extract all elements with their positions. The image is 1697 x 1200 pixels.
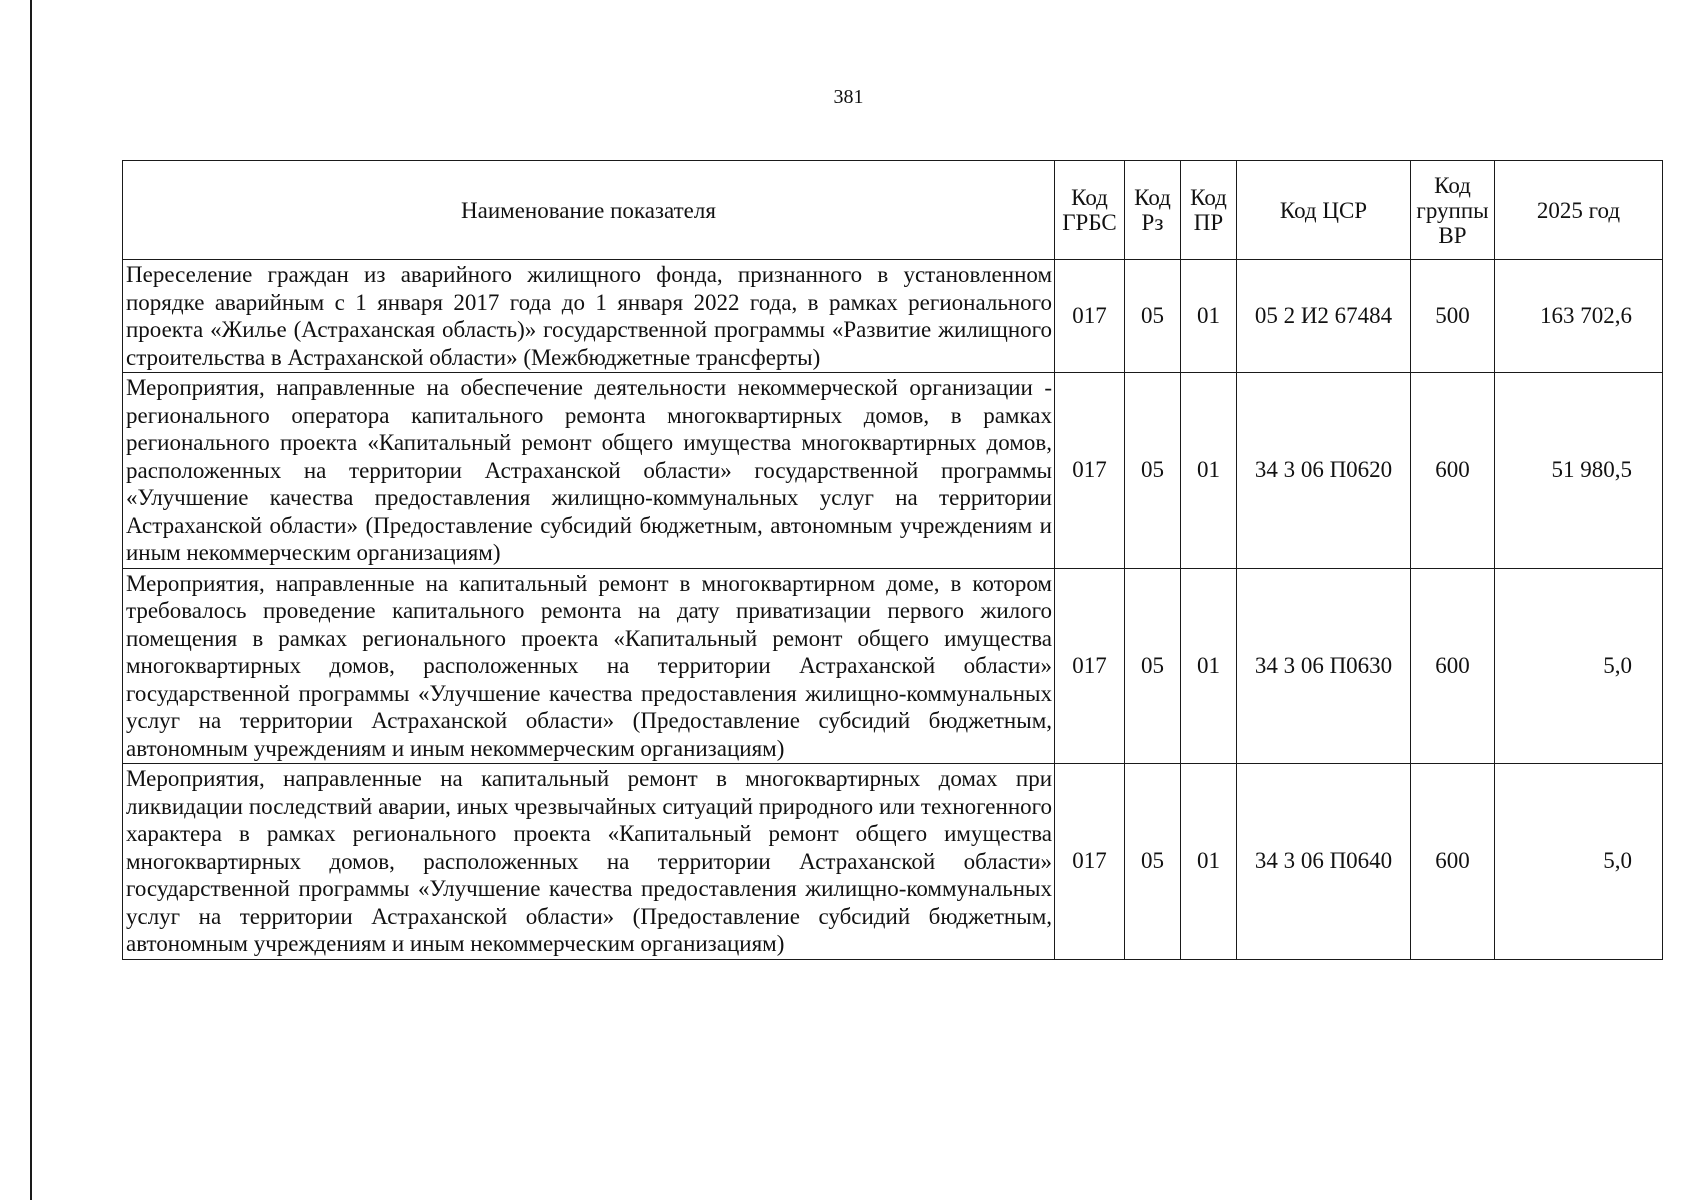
row-name: Мероприятия, направленные на обеспечение деятельности некоммерческой организации - регионального оператора капитального ремонта многоквартирных домов, в рамках регионального проекта «Капитальный ремонт общего имущества многоквартирных домов, расположенных на территории Астраханской области» государственной программы «Улучшение качества предоставления жилищно-коммунальных услуг на территории Астраханской области» (Предоставление субсидий бюджетным, автономным учреждениям и иным некоммерческим организациям) xyxy=(123,373,1055,569)
table-row xyxy=(123,764,1663,960)
row-pr: 01 xyxy=(1181,373,1237,569)
table-row xyxy=(123,568,1663,764)
row-csr: 34 3 06 П0620 xyxy=(1237,373,1411,569)
header-grbs: Код ГРБС xyxy=(1055,161,1125,260)
row-csr: 05 2 И2 67484 xyxy=(1237,260,1411,373)
header-pr: Код ПР xyxy=(1181,161,1237,260)
row-vr: 600 xyxy=(1411,568,1495,764)
table-row xyxy=(123,373,1663,569)
row-rz: 05 xyxy=(1125,568,1181,764)
row-rz: 05 xyxy=(1125,260,1181,373)
row-name: Мероприятия, направленные на капитальный ремонт в многоквартирных домах при ликвидации последствий аварии, иных чрезвычайных ситуаций природного или техногенного характера в рамках регионального проекта «Капитальный ремонт общего имущества многоквартирных домов, расположенных на территории Астраханской области» государственной программы «Улучшение качества предоставления жилищно-коммунальных услуг на территории Астраханской области» (Предоставление субсидий бюджетным, автономным учреждениям и иным некоммерческим организациям) xyxy=(123,764,1055,960)
row-pr: 01 xyxy=(1181,764,1237,960)
header-rz: Код Рз xyxy=(1125,161,1181,260)
row-csr: 34 3 06 П0640 xyxy=(1237,764,1411,960)
row-grbs: 017 xyxy=(1055,260,1125,373)
row-rz: 05 xyxy=(1125,764,1181,960)
row-vr: 500 xyxy=(1411,260,1495,373)
row-amount: 51 980,5 xyxy=(1495,373,1663,569)
row-name: Переселение граждан из аварийного жилищного фонда, признанного в установленном порядке аварийным с 1 января 2017 года до 1 января 2022 года, в рамках регионального проекта «Жилье (Астраханская область)» государственной программы «Развитие жилищного строительства в Астраханской области» (Межбюджетные трансферты) xyxy=(123,260,1055,373)
row-grbs: 017 xyxy=(1055,568,1125,764)
row-vr: 600 xyxy=(1411,373,1495,569)
header-csr: Код ЦСР xyxy=(1237,161,1411,260)
header-vr: Код группы ВР xyxy=(1411,161,1495,260)
binding-edge-line xyxy=(30,0,32,1200)
table-row xyxy=(123,260,1663,373)
budget-table xyxy=(122,160,1663,960)
row-csr: 34 3 06 П0630 xyxy=(1237,568,1411,764)
row-amount: 5,0 xyxy=(1495,568,1663,764)
table-header-row xyxy=(123,161,1663,260)
row-name: Мероприятия, направленные на капитальный ремонт в многоквартирном доме, в котором требовалось проведение капитального ремонта на дату приватизации первого жилого помещения в рамках регионального проекта «Капитальный ремонт общего имущества многоквартирных домов, расположенных на территории Астраханской области» государственной программы «Улучшение качества предоставления жилищно-коммунальных услуг на территории Астраханской области» (Предоставление субсидий бюджетным, автономным учреждениям и иным некоммерческим организациям) xyxy=(123,568,1055,764)
row-amount: 163 702,6 xyxy=(1495,260,1663,373)
page-number: 381 xyxy=(833,86,864,108)
row-grbs: 017 xyxy=(1055,373,1125,569)
row-amount: 5,0 xyxy=(1495,764,1663,960)
row-vr: 600 xyxy=(1411,764,1495,960)
row-grbs: 017 xyxy=(1055,764,1125,960)
row-pr: 01 xyxy=(1181,568,1237,764)
row-pr: 01 xyxy=(1181,260,1237,373)
header-year: 2025 год xyxy=(1495,161,1663,260)
row-rz: 05 xyxy=(1125,373,1181,569)
header-name: Наименование показателя xyxy=(123,161,1055,260)
